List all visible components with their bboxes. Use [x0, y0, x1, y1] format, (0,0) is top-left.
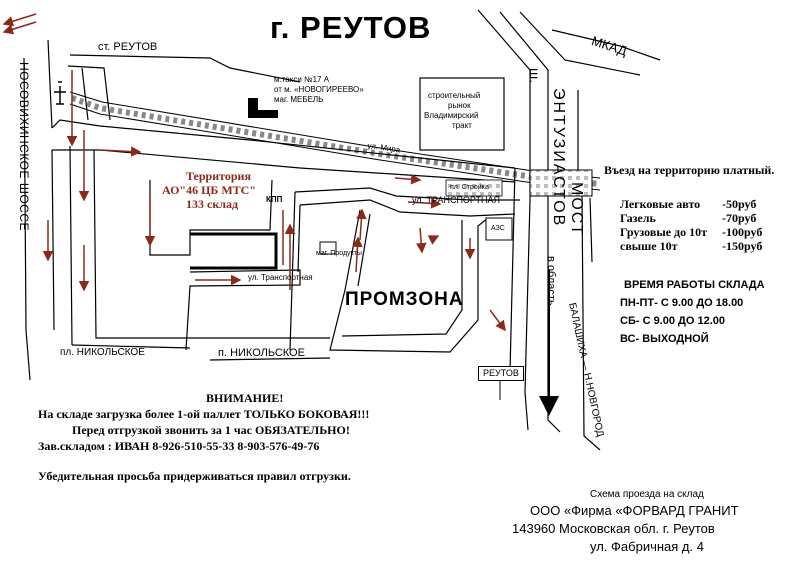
- scheme-line1: Схема проезда на склад: [590, 489, 704, 500]
- label-v-oblast: в область: [545, 256, 557, 306]
- fee-row-1-name: Газель: [620, 211, 656, 225]
- territory-line1: Территория: [186, 169, 251, 183]
- label-mkad: МКАД: [589, 33, 629, 59]
- label-kpp: КПП: [266, 195, 283, 204]
- fee-row-0-name: Легковые авто: [620, 197, 701, 211]
- label-pl-nikolskoe-right: п. НИКОЛЬСКОЕ: [218, 347, 305, 359]
- label-balashikha: БАЛАШИХА — Н.НОВГОРОД: [566, 301, 606, 438]
- label-market-4: тракт: [452, 121, 472, 130]
- attention-line1: На складе загрузка более 1-ой паллет ТОЛЬКО БОКОВАЯ!!!: [38, 407, 370, 421]
- attention-line3: Зав.складом : ИВАН 8-926-510-55-33 8-903-576-49-76: [38, 439, 320, 453]
- church-icon: [54, 82, 66, 104]
- attention-line4: Убедительная просьба придерживаться правил отгрузки.: [38, 469, 351, 483]
- label-azs: АЗС: [491, 225, 505, 232]
- label-entuziastov: ЭНТУЗИАСТОВ: [550, 88, 567, 228]
- warehouse-building: [190, 234, 276, 268]
- label-taxi-2: от м. «НОВОГИРЕЕВО»: [274, 85, 364, 94]
- label-ul-mira: ул. Мира: [366, 141, 401, 155]
- fee-row-1-price: -70руб: [722, 211, 757, 225]
- label-taxi-1: м.такси №17 А: [274, 75, 330, 84]
- hours-saturday: СБ- С 9.00 ДО 12.00: [620, 315, 726, 327]
- fee-row-2-name: Грузовые до 10т: [620, 225, 707, 239]
- label-market-1: строительный: [428, 91, 481, 100]
- label-market-2: рынок: [448, 101, 471, 110]
- label-nosovikhinskoe: НОСОВИХИНСКОЕ ШОССЕ: [17, 62, 31, 232]
- label-ul-transportnaya-lower: ул. Транспортная: [248, 273, 313, 282]
- scheme-line3: 143960 Московская обл. г. Реутов: [512, 521, 715, 536]
- fee-row-2-price: -100руб: [722, 225, 763, 239]
- territory-line3: 133 склад: [186, 197, 239, 211]
- fee-row-3-price: -150руб: [722, 239, 763, 253]
- scheme-line4: ул. Фабричная д. 4: [590, 539, 704, 554]
- scheme-line2: ООО «Фирма «ФОРВАРД ГРАНИТ: [530, 503, 739, 518]
- label-ul-transportnaya-upper: ул. ТРАНСПОРТНАЯ: [412, 195, 501, 205]
- hours-header: ВРЕМЯ РАБОТЫ СКЛАДА: [624, 279, 765, 291]
- fee-row-0-price: -50руб: [722, 197, 757, 211]
- hours-sunday: ВС- ВЫХОДНОЙ: [620, 333, 709, 345]
- label-st-reutov: ст. РЕУТОВ: [98, 41, 158, 53]
- railway: [70, 92, 600, 190]
- reutov-sign: РЕУТОВ: [478, 366, 524, 381]
- attention-line2: Перед отгрузкой звонить за 1 час ОБЯЗАТЕЛЬНО!: [72, 423, 350, 437]
- fee-row-3-name: свыше 10т: [620, 239, 678, 253]
- top-left-arrow: [4, 14, 36, 32]
- label-pl-nikolskoe-left: пл. НИКОЛЬСКОЕ: [60, 347, 145, 358]
- label-mag-produkty: маг. Продукты: [316, 250, 362, 257]
- fees-header: Въезд на территорию платный.: [604, 163, 775, 177]
- hours-weekdays: ПН-ПТ- С 9.00 ДО 18.00: [620, 297, 744, 309]
- label-market-3: Владимирский: [424, 111, 479, 120]
- label-pl-stroyka: пл. Стройка: [450, 184, 489, 191]
- map-title: г. РЕУТОВ: [270, 10, 432, 45]
- territory-line2: АО"46 ЦБ МТС": [162, 183, 256, 197]
- label-most: МОСТ: [568, 182, 585, 237]
- label-taxi-3: маг. МЕБЕЛЬ: [274, 95, 324, 104]
- label-sh: ш.: [527, 68, 543, 84]
- label-promzona: ПРОМЗОНА: [345, 289, 464, 310]
- attention-header: ВНИМАНИЕ!: [206, 391, 284, 405]
